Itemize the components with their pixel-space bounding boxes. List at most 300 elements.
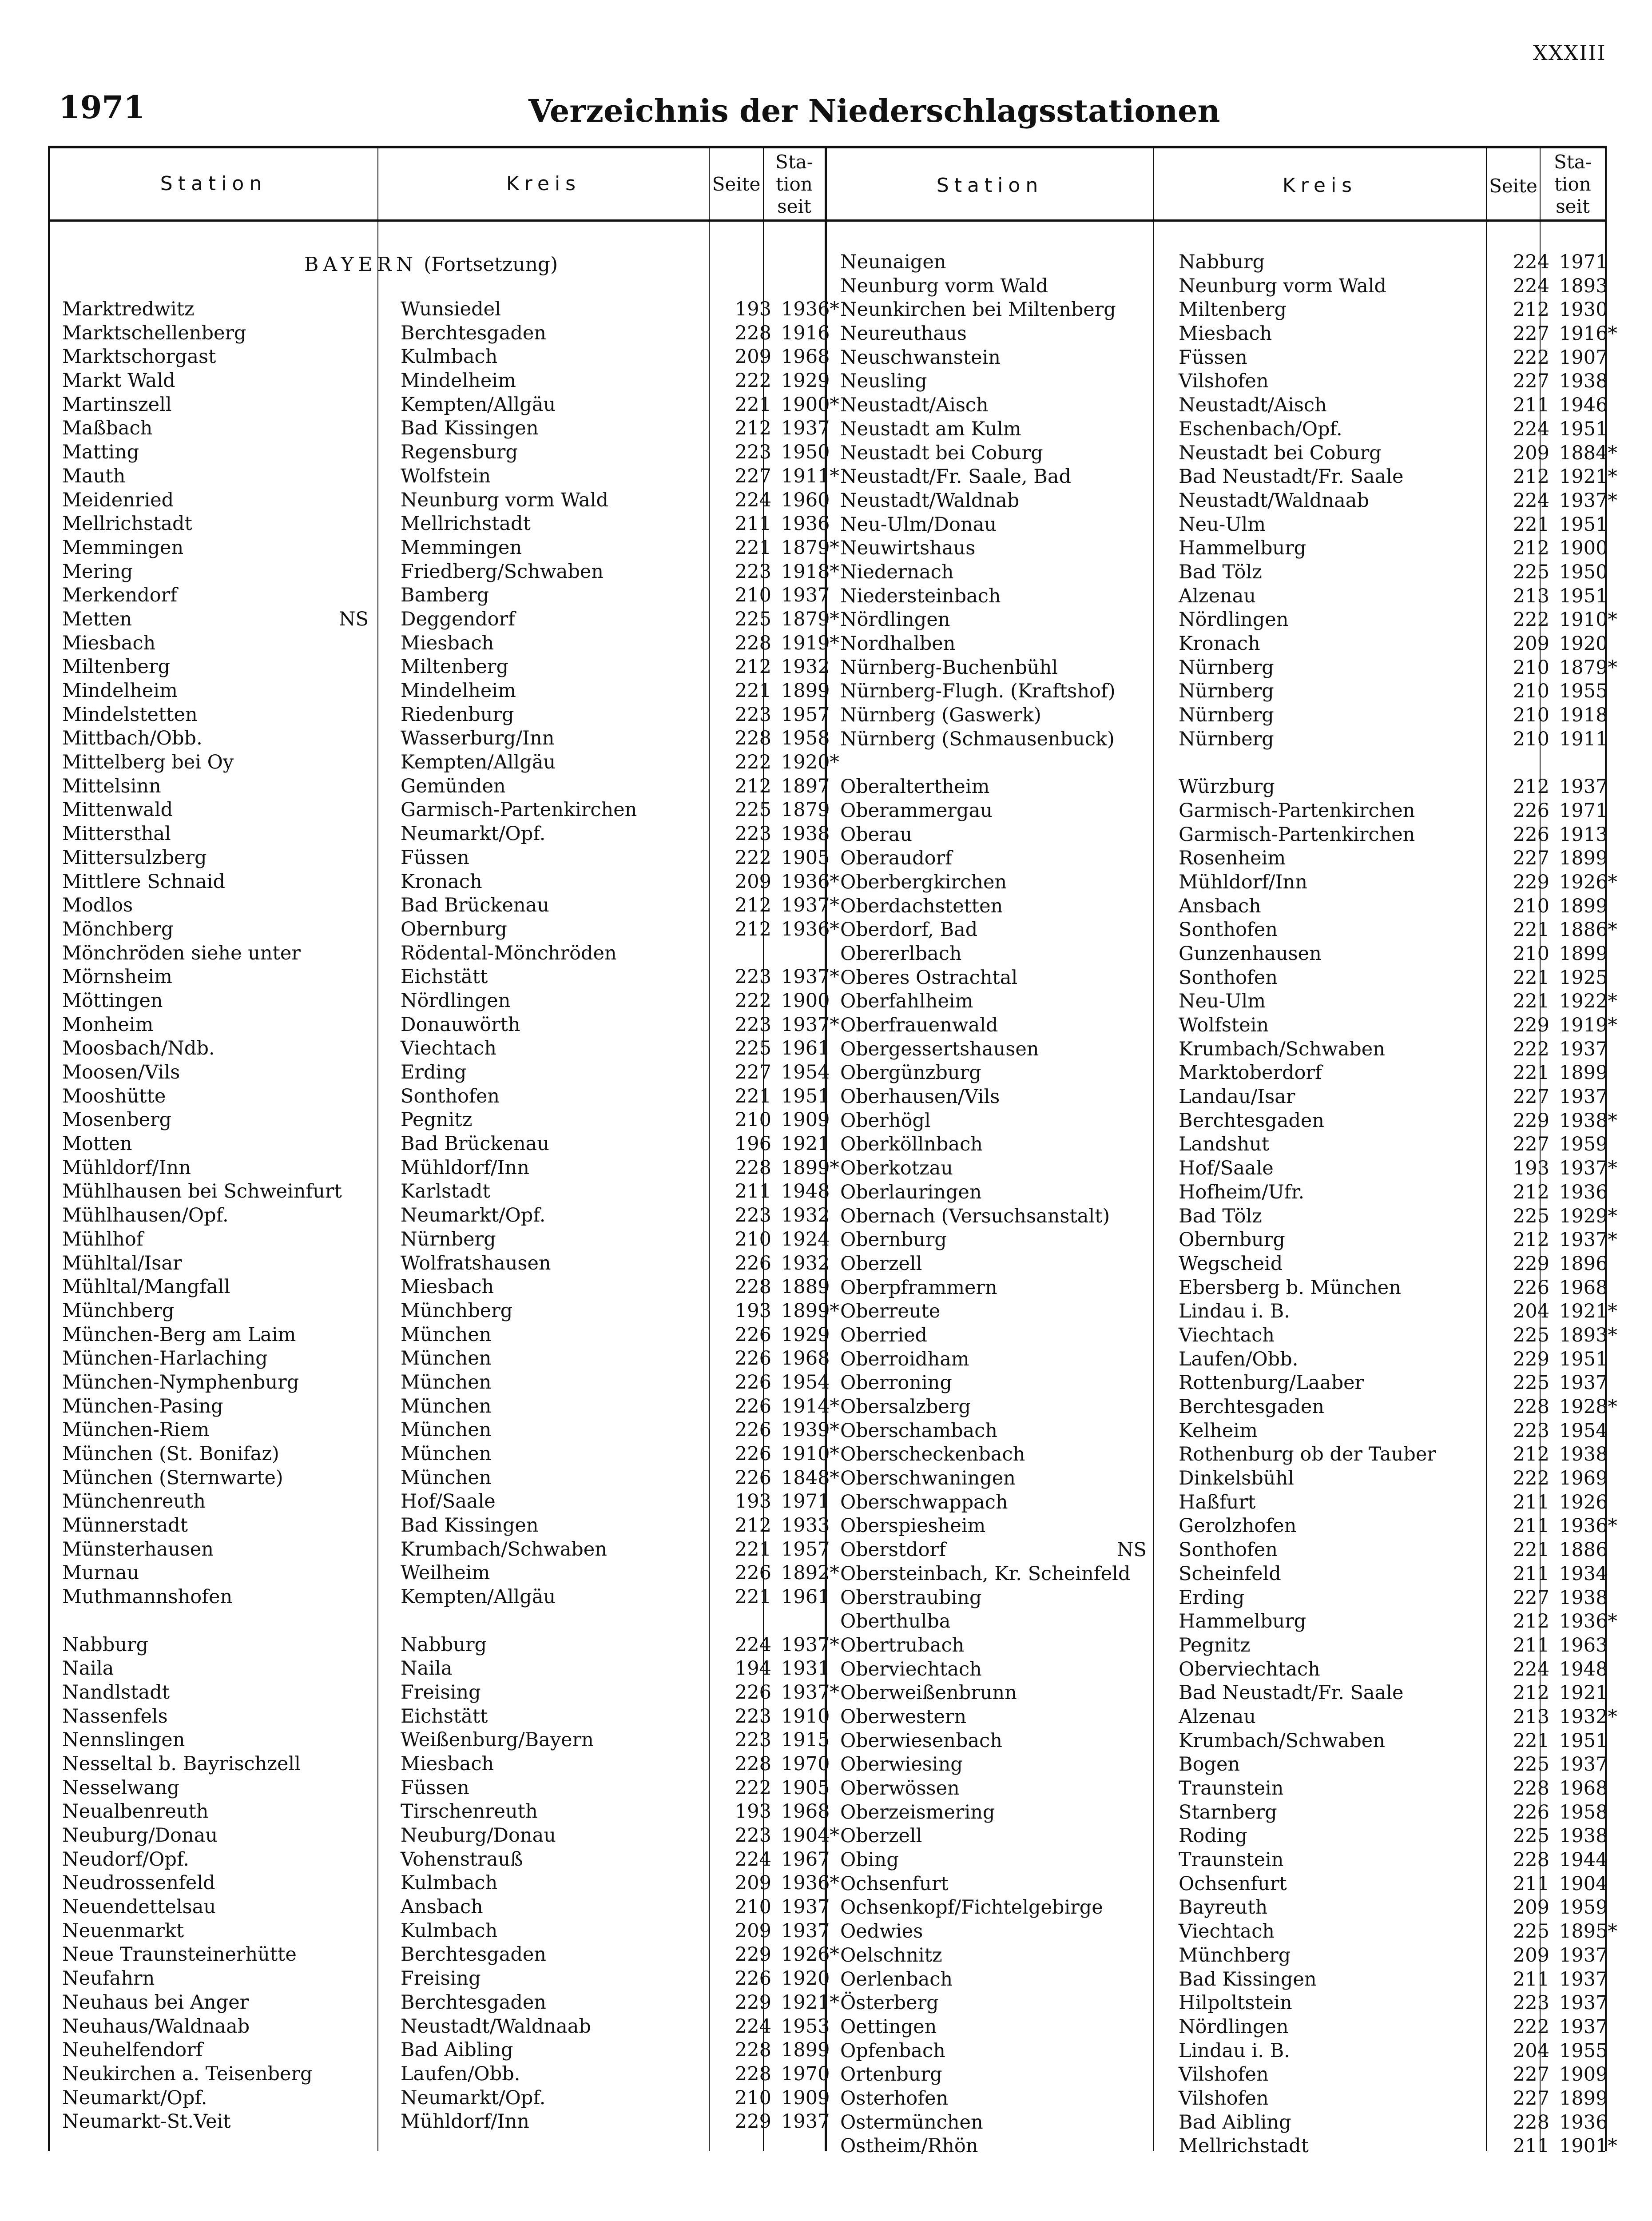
kreis-cell [386, 1681, 725, 1705]
table-row [62, 989, 843, 1013]
station-cell-text: Oberkotzau [840, 1157, 953, 1180]
seite-cell [1503, 918, 1553, 942]
seite-cell-text: 211 [1513, 1872, 1549, 1895]
seite-cell [725, 655, 775, 679]
kreis-cell [386, 1228, 725, 1252]
seite-cell [1503, 1395, 1553, 1419]
seite-cell-text: 210 [735, 1896, 771, 1918]
seit-cell [775, 1085, 843, 1109]
seit-cell-text: 1936* [781, 918, 839, 940]
station-cell [62, 1156, 386, 1180]
seite-cell-text: 209 [1513, 442, 1549, 464]
kreis-cell [1164, 2087, 1503, 2111]
seit-cell [775, 512, 843, 536]
kreis-cell-text: Bad Brückenau [401, 894, 549, 917]
seite-cell-text: 223 [735, 1824, 771, 1847]
seite-cell [725, 2086, 775, 2110]
station-cell [62, 894, 386, 918]
kreis-cell-text: Bad Aibling [401, 2039, 513, 2062]
seite-cell-text: 227 [1513, 2087, 1549, 2110]
seite-cell [1503, 847, 1553, 871]
table-row [840, 1586, 1621, 1610]
station-cell [840, 1443, 1164, 1467]
seit-cell-text: 1896 [1559, 1252, 1608, 1275]
seite-cell [1503, 608, 1553, 632]
table-row [62, 2062, 843, 2086]
seite-cell [1503, 1181, 1553, 1205]
station-cell-text: Oberaudorf [840, 847, 952, 870]
station-cell-text: Marktredwitz [62, 298, 195, 320]
station-cell-text: Neustadt am Kulm [840, 418, 1021, 440]
seit-cell [775, 417, 843, 441]
seite-cell-text: 227 [735, 1061, 771, 1083]
kreis-cell-text: Wolfratshausen [401, 1252, 551, 1274]
kreis-cell [1164, 632, 1503, 656]
kreis-cell-text: Alzenau [1179, 1705, 1256, 1728]
station-cell-text: Obersteinbach, Kr. Scheinfeld [840, 1562, 1131, 1585]
seit-cell [775, 942, 843, 966]
station-cell-text: Moosbach/Ndb. [62, 1037, 215, 1060]
station-cell-text: Neu-Ulm/Donau [840, 513, 997, 536]
seit-cell [1553, 775, 1621, 799]
seit-cell-text: 1920 [781, 1967, 830, 1990]
station-cell-text: Neunkirchen bei Miltenberg [840, 299, 1116, 321]
station-cell [840, 370, 1164, 394]
station-cell [62, 1657, 386, 1681]
table-row [62, 751, 843, 775]
station-cell-text: München-Nymphenburg [62, 1371, 299, 1393]
seit-cell [775, 1871, 843, 1895]
station-cell [840, 608, 1164, 632]
station-cell-text: Neumarkt/Opf. [62, 2086, 207, 2109]
station-cell-text: Oberroning [840, 1372, 952, 1394]
station-cell [840, 895, 1164, 919]
seit-cell-text: 1900 [1559, 537, 1608, 560]
seite-cell [725, 1705, 775, 1729]
station-cell [62, 1705, 386, 1729]
kreis-cell-text: Neumarkt/Opf. [401, 1204, 546, 1227]
kreis-cell [1164, 1133, 1503, 1157]
station-cell [62, 560, 386, 584]
kreis-cell [1164, 1014, 1503, 1038]
kreis-cell [1164, 465, 1503, 489]
kreis-cell-text: Erding [1179, 1586, 1245, 1609]
seit-cell [1553, 1705, 1621, 1729]
kreis-cell-text: Münchberg [1179, 1944, 1291, 1966]
table-row [840, 322, 1621, 346]
kreis-cell [386, 465, 725, 489]
seite-cell [1503, 1562, 1553, 1586]
table-row [62, 1848, 843, 1872]
kreis-cell [1164, 1801, 1503, 1825]
table-row [840, 1205, 1621, 1229]
seit-cell-text: 1937 [1559, 1372, 1608, 1394]
seite-cell [725, 775, 775, 799]
station-cell [840, 632, 1164, 656]
station-cell-text: Mühlhausen/Opf. [62, 1204, 229, 1227]
kreis-cell-text: Bad Tölz [1179, 1205, 1262, 1227]
station-cell [840, 1968, 1164, 1992]
station-cell [840, 1658, 1164, 1682]
kreis-cell [386, 1180, 725, 1204]
kreis-cell-text: Bad Kissingen [1179, 1968, 1317, 1990]
seit-cell-text: 1954 [781, 1371, 830, 1393]
seit-cell [775, 1538, 843, 1562]
kreis-cell [1164, 298, 1503, 322]
seit-cell-text: 1937* [781, 1681, 839, 1704]
station-cell [62, 703, 386, 727]
seite-cell-text: 222 [735, 989, 771, 1012]
seit-cell [1553, 2134, 1621, 2158]
station-cell [840, 1944, 1164, 1968]
seit-cell [1553, 1181, 1621, 1205]
station-cell [62, 727, 386, 751]
table-row [62, 822, 843, 846]
station-cell-text: Neudorf/Opf. [62, 1848, 189, 1871]
kreis-cell-text: Hofheim/Ufr. [1179, 1181, 1305, 1203]
table-row [840, 1968, 1621, 1992]
table-row [62, 560, 843, 584]
station-cell [840, 585, 1164, 609]
seite-cell [725, 1466, 775, 1490]
kreis-cell [386, 1013, 725, 1037]
seite-cell-text: 212 [735, 775, 771, 797]
seit-cell [1553, 728, 1621, 752]
station-cell-text: Obing [840, 1849, 899, 1871]
table-row [840, 1181, 1621, 1205]
table-row [840, 1920, 1621, 1944]
seite-cell-text: 222 [735, 370, 771, 392]
seit-cell [775, 1371, 843, 1395]
seit-cell-text: 1951 [1559, 1729, 1608, 1752]
seite-cell [1503, 1801, 1553, 1825]
kreis-cell [386, 1514, 725, 1538]
table-row [840, 847, 1621, 871]
table-row [840, 1634, 1621, 1658]
table-row [840, 275, 1621, 299]
seit-cell-text: 1937 [1559, 776, 1608, 798]
seite-cell-text: 209 [1513, 1944, 1549, 1966]
station-cell-text: Oberdorf, Bad [840, 919, 978, 941]
kreis-cell-text: Viechtach [1179, 1920, 1275, 1943]
table-row [62, 727, 843, 751]
station-cell [62, 822, 386, 846]
seite-cell [725, 2062, 775, 2086]
seit-cell-text: 1910 [781, 1705, 830, 1727]
seite-cell [725, 2038, 775, 2062]
seite-cell-text: 222 [1513, 1467, 1549, 1490]
seite-cell-text: 210 [1513, 942, 1549, 965]
seite-cell-text: 212 [1513, 1682, 1549, 1704]
kreis-cell [386, 798, 725, 822]
kreis-cell-text: Donauwörth [401, 1013, 520, 1036]
seite-cell [1503, 2039, 1553, 2063]
kreis-cell [386, 918, 725, 942]
station-cell [840, 2063, 1164, 2087]
kreis-cell [1164, 1896, 1503, 1920]
seite-cell-text: 223 [735, 966, 771, 988]
seit-cell [1553, 1348, 1621, 1372]
seite-cell-text: 227 [1513, 2063, 1549, 2086]
seit-cell-text: 1936 [1559, 1181, 1608, 1203]
station-cell-text: Mühlhausen bei Schweinfurt [62, 1180, 342, 1203]
kreis-cell [386, 1061, 725, 1085]
kreis-cell [1164, 585, 1503, 609]
seite-cell [1503, 585, 1553, 609]
seite-cell [725, 1681, 775, 1705]
table-row [840, 1276, 1621, 1300]
seit-cell [775, 489, 843, 513]
station-cell-text: Ochsenkopf/Fichtelgebirge [840, 1896, 1103, 1919]
seit-cell [775, 2062, 843, 2086]
seite-cell-text: 211 [1513, 1515, 1549, 1537]
station-cell [840, 1348, 1164, 1372]
station-cell [840, 1252, 1164, 1276]
table-row [840, 2063, 1621, 2087]
table-row [840, 1085, 1621, 1109]
seite-cell [1503, 1205, 1553, 1229]
seit-cell [775, 1752, 843, 1776]
seite-cell [1503, 704, 1553, 728]
station-cell [62, 942, 386, 966]
seite-cell-text: 224 [1513, 489, 1549, 512]
seite-cell [1503, 2063, 1553, 2087]
kreis-cell-text: Nördlingen [1179, 609, 1289, 631]
station-cell-text: Oberau [840, 823, 913, 846]
kreis-cell-text: Mühldorf/Inn [1179, 871, 1307, 893]
kreis-cell [1164, 966, 1503, 990]
seit-cell [775, 1108, 843, 1132]
station-cell-text: Oberthulba [840, 1610, 951, 1633]
seite-cell [725, 1800, 775, 1824]
table-row [62, 393, 843, 417]
seite-cell [725, 1490, 775, 1514]
station-cell-text: Neusling [840, 370, 927, 393]
page-title: Verzeichnis der Niederschlagsstationen [528, 92, 1220, 129]
kreis-cell-text: Tirschenreuth [401, 1800, 538, 1823]
seite-cell-text: 229 [735, 1991, 771, 2014]
kreis-cell [1164, 871, 1503, 895]
seit-cell-text: 1897 [781, 775, 830, 797]
kreis-cell [386, 1585, 725, 1609]
seite-cell-text: 229 [1513, 871, 1549, 893]
table-row [840, 656, 1621, 680]
seite-cell-text: 228 [1513, 1396, 1549, 1418]
seit-cell-text: 1905 [781, 1776, 830, 1799]
station-cell-text: Moosen/Vils [62, 1061, 180, 1083]
seit-cell-text: 1961 [781, 1586, 830, 1608]
station-cell [62, 1752, 386, 1776]
kreis-cell-text: Sonthofen [1179, 1539, 1278, 1561]
kreis-cell [386, 345, 725, 369]
kreis-cell [1164, 1085, 1503, 1109]
table-row [840, 1371, 1621, 1395]
station-cell-text: Oberstdorf [840, 1539, 946, 1561]
station-cell [840, 1538, 1164, 1562]
seit-cell [775, 1013, 843, 1037]
seite-cell-text: 210 [1513, 895, 1549, 917]
station-cell [840, 1824, 1164, 1848]
seit-cell [1553, 871, 1621, 895]
seite-cell-text: 223 [735, 703, 771, 726]
seit-cell [1553, 561, 1621, 585]
seite-cell-text: 224 [735, 1848, 771, 1871]
kreis-cell [1164, 1920, 1503, 1944]
station-cell-text: Mittelsinn [62, 775, 161, 797]
seit-cell [775, 1132, 843, 1156]
station-cell-text: Niedernach [840, 561, 954, 583]
kreis-cell [1164, 489, 1503, 513]
seite-cell [725, 2110, 775, 2134]
seit-cell-text: 1963 [1559, 1634, 1608, 1656]
seite-cell-text: 221 [1513, 919, 1549, 941]
seite-cell-text: 223 [735, 1705, 771, 1727]
seit-cell-text: 1937* [781, 966, 839, 988]
table-row [840, 1491, 1621, 1515]
station-cell [840, 1610, 1164, 1634]
kreis-cell [386, 2086, 725, 2110]
seit-cell-text: 1929 [781, 1323, 830, 1346]
seit-cell [775, 560, 843, 584]
station-cell-text: Maßbach [62, 417, 153, 440]
station-cell-text: Niedersteinbach [840, 585, 1001, 607]
seit-cell [775, 2086, 843, 2110]
seite-cell-text: 223 [735, 441, 771, 464]
seite-cell-text: 221 [735, 536, 771, 559]
kreis-cell [386, 417, 725, 441]
seite-cell [725, 1395, 775, 1419]
station-cell-text: Oelschnitz [840, 1944, 942, 1966]
seit-cell-text: 1936* [781, 1872, 839, 1895]
kreis-cell [1164, 1753, 1503, 1777]
kreis-cell-text: Garmisch-Partenkirchen [401, 799, 637, 821]
seite-cell [1503, 251, 1553, 275]
station-cell [62, 1800, 386, 1824]
kreis-cell-text: Bad Kissingen [401, 1514, 539, 1537]
seite-cell [725, 441, 775, 465]
kreis-cell-text: Ansbach [1179, 895, 1261, 917]
kreis-cell-text: Naila [401, 1657, 453, 1680]
station-cell [840, 728, 1164, 752]
seit-cell-text: 1900* [781, 393, 839, 416]
seit-cell [775, 1180, 843, 1204]
seite-cell-text: 228 [735, 1276, 771, 1298]
kreis-cell-text: Kulmbach [401, 1872, 498, 1895]
kreis-cell-text: Mindelheim [401, 370, 516, 392]
seit-cell-text: 1968 [781, 1347, 830, 1370]
table-row [840, 489, 1621, 513]
seit-cell [775, 727, 843, 751]
seit-cell-text: 1921* [1559, 466, 1617, 488]
kreis-cell [1164, 1205, 1503, 1229]
kreis-cell-text: Weilheim [401, 1562, 490, 1584]
seite-cell [1503, 1753, 1553, 1777]
kreis-cell-text: Krumbach/Schwaben [1179, 1038, 1385, 1060]
station-cell-text: Oberhögl [840, 1109, 931, 1132]
seite-cell-text: 221 [1513, 966, 1549, 989]
seit-cell [775, 1895, 843, 1919]
seite-cell [725, 632, 775, 656]
kreis-cell-text: Kempten/Allgäu [401, 393, 556, 416]
station-cell-text: Oberammergau [840, 799, 993, 822]
seit-cell-text: 1848* [781, 1466, 839, 1489]
seit-cell [775, 608, 843, 632]
seite-cell-text: 225 [1513, 1920, 1549, 1943]
kreis-cell-text: Haßfurt [1179, 1491, 1256, 1513]
kreis-cell-text: Gerolzhofen [1179, 1515, 1297, 1537]
kreis-cell-text: Weißenburg/Bayern [401, 1729, 594, 1751]
seit-cell-text: 1916* [1559, 322, 1617, 345]
seite-cell [1503, 1824, 1553, 1848]
seite-cell [1503, 823, 1553, 847]
table-row [62, 298, 843, 322]
seit-cell-text: 1895* [1559, 1920, 1617, 1943]
kreis-cell-text: Neunburg vorm Wald [1179, 275, 1386, 297]
station-cell-text: Oberlauringen [840, 1181, 982, 1203]
kreis-cell [1164, 537, 1503, 561]
kreis-cell [1164, 2063, 1503, 2087]
seite-cell [1503, 1896, 1553, 1920]
kreis-cell [1164, 346, 1503, 370]
kreis-cell-text: München [401, 1395, 492, 1417]
kreis-cell [1164, 1228, 1503, 1252]
station-cell-text: Monheim [62, 1013, 154, 1036]
kreis-cell-text: Bad Neustadt/Fr. Saale [1179, 466, 1404, 488]
table-row [62, 632, 843, 656]
table-row [840, 1419, 1621, 1443]
kreis-cell [1164, 728, 1503, 752]
kreis-cell [386, 608, 725, 632]
seite-cell [1503, 1920, 1553, 1944]
seit-cell-text: 1937* [1559, 489, 1617, 512]
station-cell [840, 1371, 1164, 1395]
station-cell [62, 2086, 386, 2110]
kreis-cell [386, 1252, 725, 1276]
kreis-cell [386, 512, 725, 536]
table-row [840, 1991, 1621, 2015]
kreis-cell [1164, 1658, 1503, 1682]
kreis-cell-text: Kempten/Allgäu [401, 1586, 556, 1608]
station-cell [62, 1180, 386, 1204]
seit-cell-text: 1913 [1559, 823, 1608, 846]
left-column [62, 298, 843, 2134]
kreis-cell [1164, 1181, 1503, 1205]
station-cell [840, 942, 1164, 966]
station-cell-text: Obertrubach [840, 1634, 965, 1656]
kreis-cell-text: Vohenstrauß [401, 1848, 523, 1871]
table-row [840, 442, 1621, 466]
seit-cell-text: 1960 [781, 489, 830, 511]
seit-cell [775, 1490, 843, 1514]
table-row [62, 1943, 843, 1967]
seite-cell [725, 608, 775, 632]
station-cell [840, 1872, 1164, 1896]
kreis-cell [1164, 918, 1503, 942]
table-row [840, 513, 1621, 537]
section-heading [304, 253, 558, 276]
station-cell-text: München-Harlaching [62, 1347, 268, 1370]
kreis-cell-text: Nürnberg [1179, 656, 1274, 679]
seit-cell [775, 1633, 843, 1657]
table-row [62, 1204, 843, 1228]
kreis-cell-text: Wolfstein [1179, 1014, 1269, 1036]
table-row [840, 1228, 1621, 1252]
station-cell-text: Oberwiesing [840, 1753, 963, 1776]
seite-cell-text: 226 [1513, 1801, 1549, 1823]
station-cell-text: Obererlbach [840, 942, 962, 965]
seit-cell-text: 1937 [781, 2110, 830, 2133]
station-cell-text: Neuburg/Donau [62, 1824, 218, 1847]
